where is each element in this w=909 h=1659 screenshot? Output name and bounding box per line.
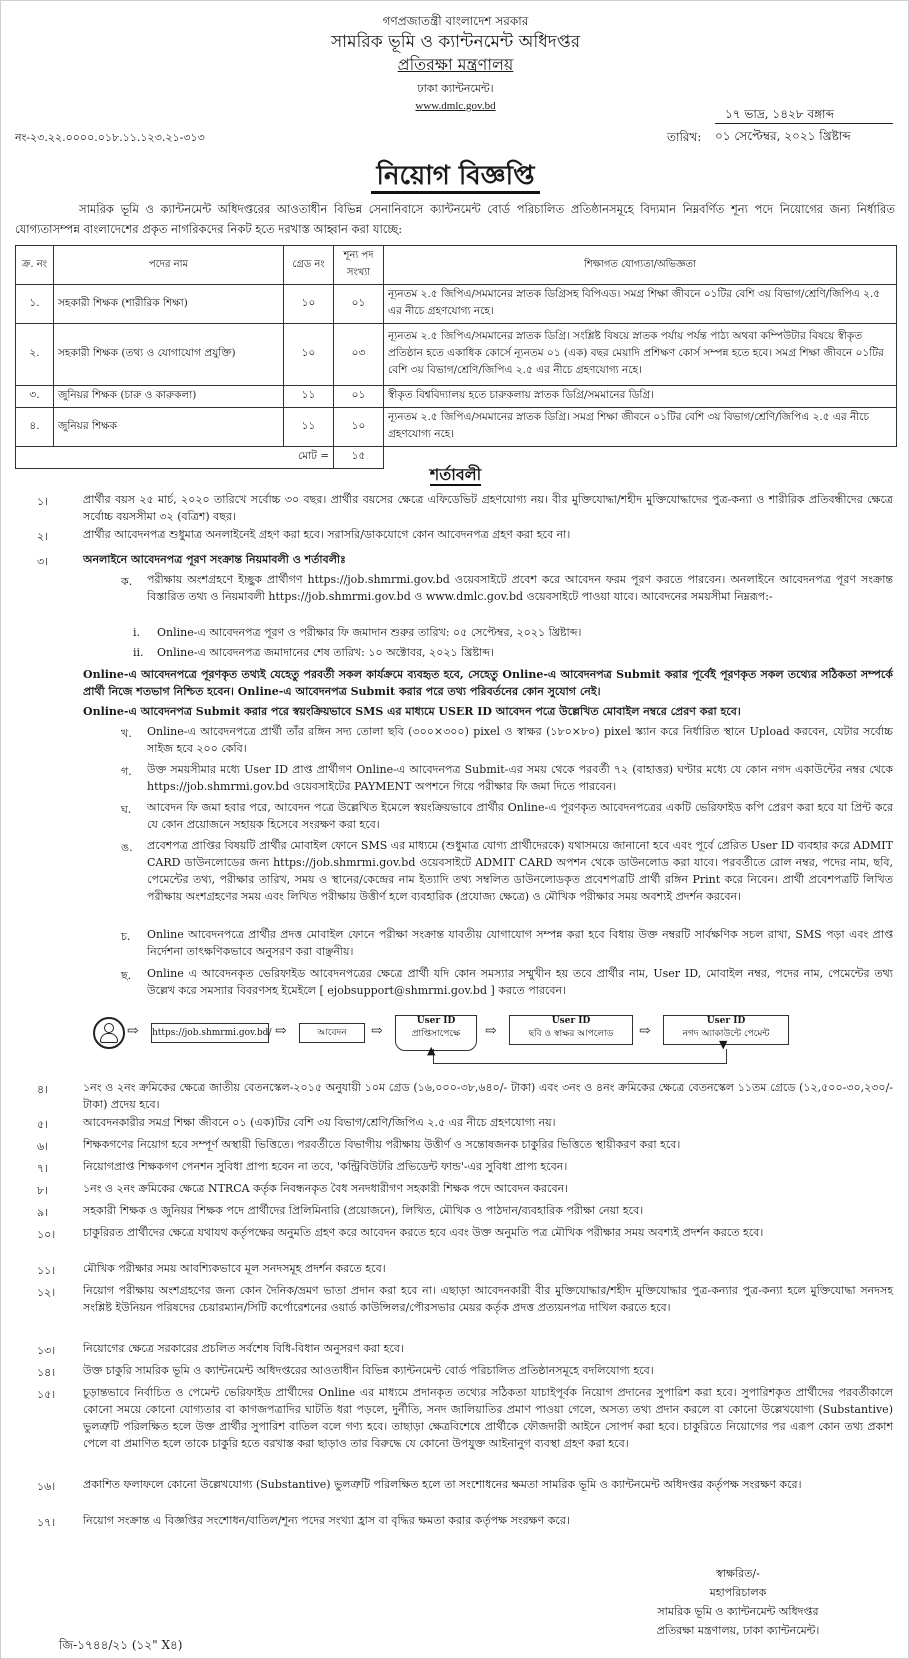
- cell-qualification: ন্যূনতম ২.৫ জিপিএ/সমমানের স্নাতক ডিগ্রি। সংশ্লিষ্ট বিষয়ে স্নাতক পর্যায় পর্যন্ত পাঠ্য অথবা কম্পিউটার বিষয়ে স্বীকৃত প্রতিষ্ঠান হতে একাধিক কোর্সে ন্যূনতম ০১ (এক) বছর মেয়াদি প্রশিক্ষণ কোর্স সম্পন্ন হতে হবে। সমগ্র শিক্ষা জীবনে ০১টির বেশি ৩য় বিভাগ/শ্রেণি/জিপিএ ২.৫ এর নীচে গ্রহণযোগ্য নহে।: [384, 324, 897, 386]
- term-3-ga: উক্ত সময়সীমার মধ্যে User ID প্রাপ্ত প্রার্থীগণ Online-এ আবেদনপত্র Submit-এর সময় থেকে পরবর্তী ৭২ (বাহাত্তর) ঘণ্টার মধ্যে যে কোন নগদ একাউন্টের নম্বর থেকে https://job.shmrmi.gov.bd ওয়েবসাইটের PAYMENT অপশনে গিয়ে পরীক্ষার ফি জমা দিতে পারবেন।: [147, 763, 893, 793]
- total-label: মোট =: [16, 447, 334, 469]
- cell-vacancy: ০১: [334, 285, 384, 324]
- date-gregorian: ০১ সেপ্টেম্বর, ২০২১ খ্রিষ্টাব্দ: [715, 129, 851, 143]
- cell-grade: ১০: [284, 324, 334, 386]
- term-number: ৮।: [37, 1184, 49, 1197]
- subterm-number: i.: [133, 626, 141, 639]
- table-row: [16, 285, 897, 324]
- signatory-office: সামরিক ভূমি ও ক্যান্টনমেন্ট অধিদপ্তর: [657, 1605, 819, 1618]
- signatory-designation: মহাপরিচালক: [709, 1586, 767, 1599]
- term-number: ১১।: [37, 1264, 56, 1277]
- table-row: [16, 408, 897, 447]
- cell-sl: ১.: [16, 285, 54, 324]
- organization-name: সামরিক ভূমি ও ক্যান্টনমেন্ট অধিদপ্তর: [330, 32, 581, 52]
- page-title: নিয়োগ বিজ্ঞপ্তি: [1, 155, 909, 199]
- term-15: চূড়ান্তভাবে নির্বাচিত ও পেমেন্ট ভেরিফাইড প্রার্থীদের Online এর মাধ্যমে প্রদানকৃত তথ্যের সঠিকতা যাচাইপূর্বক নিয়োগ প্রদানের সুপারিশ করা হবে। সুপারিশকৃত প্রার্থীদের পরবর্তীকালে কোনো সময়ে কোনো যোগ্যতার বা কাগজপত্রাদির ঘাটতি ধরা পড়লে, দুর্নীতি, সনদ জালিয়াতির প্রমাণ পাওয়া গেলে, অসত্য তথ্য প্রদান করলে বা কোনো উল্লেখযোগ্য (Substantive) ভুলত্রুটি পরিলক্ষিত হলে উক্ত প্রার্থীর সুপারিশ বাতিল বলে গণ্য হবে। তাছাড়া ক্ষেত্রবিশেষে প্রার্থীকে ফৌজদারী আইনে সোপর্দ করা হবে। চাকুরিতে নিয়োগের পর এরূপ কোন তথ্য প্রকাশ পেলে বা প্রমাণিত হলে তাকে চাকুরি হতে বরখাস্ত করা ছাড়াও তার বিরুদ্ধে যে কোনো উপযুক্ত আইনানুগ ব্যবস্থা গ্রহণ করা হবে।: [83, 1386, 893, 1450]
- cell-post: সহকারী শিক্ষক (তথ্য ও যোগাযোগ প্রযুক্তি): [54, 324, 284, 386]
- subterm-number: ii.: [133, 646, 144, 659]
- total-value: ১৫: [334, 447, 384, 469]
- footer-reference: জি-১৭৪৪/২১ (১২" X৪): [59, 1638, 183, 1652]
- subterm-number: চ.: [121, 930, 131, 943]
- term-1: প্রার্থীর বয়স ২৫ মার্চ, ২০২০ তারিখে সর্বোচ্চ ৩০ বছর। প্রার্থীর বয়সের ক্ষেত্রে এফিডেভিট গ্রহণযোগ্য নয়। বীর মুক্তিযোদ্ধা/শহীদ মুক্তিযোদ্ধাদের পুত্র-কন্যা ও শারীরিক প্রতিবন্ধীদের ক্ষেত্রে সর্বোচ্চ বয়সসীমা ৩২ (বত্রিশ) বছর।: [83, 493, 893, 523]
- subterm-number: ছ.: [121, 969, 132, 982]
- arrow-right-icon: ⇨: [275, 1023, 287, 1039]
- ministry-name: প্রতিরক্ষা মন্ত্রণালয়: [397, 55, 514, 74]
- terms-title: শর্তাবলী: [429, 465, 482, 484]
- govt-name: গণপ্রজাতন্ত্রী বাংলাদেশ সরকার: [382, 14, 529, 28]
- term-3-kha: Online-এ আবেদনপত্রে প্রার্থী তাঁর রঙ্গিন সদ্য তোলা ছবি (৩০০×৩০০) pixel ও স্বাক্ষর (১৮০×৮০) pixel স্ক্যান করে নির্ধারিত স্থানে Upload করবেন, যেটার সর্বোচ্চ সাইজ হবে ২০০ কেবি।: [147, 725, 893, 755]
- memo-number: নং-২৩.২২.০০০০.০১৮.১১.১২৩.২১-৩১৩: [15, 131, 205, 144]
- cell-post: সহকারী শিক্ষক (শারীরিক শিক্ষা): [54, 285, 284, 324]
- term-number: ১।: [37, 495, 49, 508]
- term-number: ৬।: [37, 1140, 49, 1153]
- term-10: চাকুরিরত প্রার্থীদের ক্ষেত্রে যথাযথ কর্তৃপক্ষের অনুমতি গ্রহণ করে আবেদন করতে হবে এবং উক্ত অনুমতি পত্র মৌখিক পরীক্ষার সময় অবশ্যই প্রদর্শন করতে হবে।: [83, 1226, 764, 1239]
- term-3-ka-i: Online-এ আবেদনপত্র পূরণ ও পরীক্ষার ফি জমাদান শুরুর তারিখ: ০৫ সেপ্টেম্বর, ২০২১ খ্রিষ্টাব্দ।: [157, 626, 582, 639]
- flow-step-apply: আবেদন: [299, 1023, 365, 1043]
- term-number: ৫।: [37, 1118, 49, 1131]
- cell-vacancy: ০৩: [334, 324, 384, 386]
- arrow-right-icon: ⇨: [485, 1023, 497, 1039]
- term-number: ৪।: [37, 1083, 49, 1096]
- term-11: মৌখিক পরীক্ষার সময় আবশ্যিকভাবে মূল সনদসমূহ প্রদর্শন করতে হবে।: [83, 1262, 386, 1275]
- term-3-heading: অনলাইনে আবেদনপত্র পূরণ সংক্রান্ত নিয়মাবলী ও শর্তাবলীঃ: [83, 553, 346, 566]
- term-number: ৭।: [37, 1162, 49, 1175]
- term-17: নিয়োগ সংক্রান্ত এ বিজ্ঞপ্তির সংশোধন/বাতিল/শূন্য পদের সংখ্যা হ্রাস বা বৃদ্ধির ক্ষমতা করার কর্তৃপক্ষ সংরক্ষণ করে।: [83, 1514, 570, 1527]
- subterm-number: খ.: [121, 727, 132, 740]
- intro-paragraph: সামরিক ভূমি ও ক্যান্টনমেন্ট অধিদপ্তরের আওতাধীন বিভিন্ন সেনানিবাসে ক্যান্টনমেন্ট বোর্ড পরিচালিত প্রতিষ্ঠানসমূহে বিদ্যমান নিম্নবর্ণিত শূন্য পদে নিয়োগের জন্য নির্ধারিত যোগ্যতাসম্পন্ন বাংলাদেশের প্রকৃত নাগরিকদের নিকট হতে দরখাস্ত আহ্বান করা যাচ্ছে:: [15, 202, 895, 236]
- subterm-number: ঘ.: [121, 803, 132, 816]
- term-number: ১৭।: [37, 1516, 56, 1529]
- term-3-chha: Online এ আবেদনকৃত ভেরিফাইড আবেদনপত্রের ক্ষেত্রে প্রার্থী যদি কোন সমস্যার সম্মুখীন হয় তবে প্রার্থীর নাম, User ID, মোবাইল নম্বর, পদের নাম, পেমেন্টের তথ্য উল্লেখ করে সমস্যার বিবরণসহ ইমেইলে [ ejobsupport@shmrmi.gov.bd ] করতে পারবেন।: [147, 967, 893, 997]
- flow-url-box: https://job.shmrmi.gov.bd/: [151, 1023, 269, 1043]
- arrow-right-icon: ⇨: [371, 1023, 383, 1039]
- term-5: আবেদনকারীর সমগ্র শিক্ষা জীবনে ০১ (এক)টির বেশি ৩য় বিভাগ/শ্রেণি/জিপিএ ২.৫ এর নীচে গ্রহণযোগ্য নয়।: [83, 1116, 556, 1129]
- online-note-2: Online-এ আবেদনপত্র Submit করার পরে স্বয়ংক্রিয়ভাবে SMS এর মাধ্যমে USER ID আবেদন পত্রে উল্লেখিত মোবাইল নম্বরে প্রেরণ করা হবে।: [83, 705, 741, 718]
- term-7: নিয়োগপ্রাপ্ত শিক্ষকগণ পেনশন সুবিধা প্রাপ্য হবেন না তবে, 'কন্ট্রিবিউটরি প্রভিডেন্ট ফান্ড'-এর সুবিধা প্রাপ্য হবেন।: [83, 1160, 568, 1173]
- term-2: প্রার্থীর আবেদনপত্র শুধুমাত্র অনলাইনেই গ্রহণ করা হবে। সরাসরি/ডাকযোগে কোন আবেদনপত্র গ্রহণ করা হবে না।: [83, 528, 571, 541]
- online-note-1: Online-এ আবেদনপত্রে পূরণকৃত তথ্যই যেহেতু পরবর্তী সকল কার্যক্রমে ব্যবহৃত হবে, সেহেতু Online-এ আবেদনপত্র Submit করার পূর্বেই পূরণকৃত সকল তথ্যের সঠিকতা সম্পর্কে প্রার্থী নিজে শতভাগ নিশ্চিত হবেন। Online-এ আবেদনপত্র Submit করার পরে তথ্য পরিবর্তনের কোন সুযোগ নেই।: [83, 668, 893, 698]
- term-number: ৯।: [37, 1206, 49, 1219]
- term-8: ১নং ও ২নং ক্রমিকের ক্ষেত্রে NTRCA কর্তৃক নিবন্ধনকৃত বৈধ সনদধারীগণ সহকারী শিক্ষক পদে আবেদন করবেন।: [83, 1182, 569, 1195]
- term-number: ১৫।: [37, 1388, 56, 1401]
- arrow-up-icon: ▲: [427, 1044, 436, 1057]
- term-16: প্রকাশিত ফলাফলে কোনো উল্লেখযোগ্য (Substantive) ভুলত্রুটি পরিলক্ষিত হলে তা সংশোধনের ক্ষমতা সামরিক ভূমি ও ক্যান্টনমেন্ট অধিদপ্তর কর্তৃপক্ষ সংরক্ষণ করে।: [83, 1478, 802, 1491]
- col-header-vacancy: শূন্য পদ সংখ্যা: [334, 246, 384, 285]
- subterm-number: ঙ.: [121, 841, 133, 854]
- cell-post: জুনিয়র শিক্ষক: [54, 408, 284, 447]
- term-12: নিয়োগ পরীক্ষায় অংশগ্রহণের জন্য কোন দৈনিক/ভ্রমণ ভাতা প্রদান করা হবে না। এছাড়া আবেদনকারী বীর মুক্তিযোদ্ধার/শহীদ মুক্তিযোদ্ধার পুত্র-কন্যার পুত্র-কন্যা হলে মুক্তিযোদ্ধা সনদসহ সংশ্লিষ্ট ইউনিয়ন পরিষদের চেয়ারম্যান/সিটি কর্পোরেশনের ওয়ার্ড কাউন্সিলর/পৌরসভার মেয়র কর্তৃক প্রদত্ত প্রত্যয়নপত্র দাখিল করতে হবে।: [83, 1284, 893, 1314]
- term-9: সহকারী শিক্ষক ও জুনিয়র শিক্ষক পদে প্রার্থীদের প্রিলিমিনারি (প্রয়োজনে), লিখিত, মৌখিক ও পাঠদান/ব্যবহারিক পরীক্ষা নেয়া হবে।: [83, 1204, 644, 1217]
- website-link[interactable]: www.dmlc.gov.bd: [415, 100, 496, 112]
- term-13: নিয়োগের ক্ষেত্রে সরকারের প্রচলিত সর্বশেষ বিধি-বিধান অনুসরণ করা হবে।: [83, 1342, 404, 1355]
- table-header-row: [16, 246, 897, 285]
- col-header-grade: গ্রেড নং: [284, 246, 334, 285]
- date-block: [715, 105, 893, 145]
- term-number: ১৬।: [37, 1480, 56, 1493]
- term-3-gha: আবেদন ফি জমা হবার পরে, আবেদন পত্রে উল্লেখিত ইমেলে স্বয়ংক্রিয়ভাবে প্রার্থীর Online-এ পূরণকৃত আবেদনপত্রের একটি ভেরিফাইড কপি প্রেরণ করা হবে যা প্রিন্ট করে যে কোন প্রয়োজনে সহায়ক হিসেবে সংরক্ষণ করা হবে।: [147, 801, 893, 831]
- cell-vacancy: ১০: [334, 408, 384, 447]
- term-3-ka: পরীক্ষায় অংশগ্রহণে ইচ্ছুক প্রার্থীগণ https://job.shmrmi.gov.bd ওয়েবসাইটে প্রবেশ করে আবেদন ফরম পূরণ করতে পারবেন। অনলাইনে আবেদনপত্র পূরণ সংক্রান্ত বিস্তারিত তথ্য ও নিয়মাবলী https://job.shmrmi.gov.bd ও www.dmlc.gov.bd ওয়েবসাইটে পাওয়া যাবে। আবেদনের সময়সীমা নিম্নরূপ:-: [147, 573, 893, 603]
- cell-qualification: ন্যূনতম ২.৫ জিপিএ/সমমানের স্নাতক ডিগ্রিসহ বিপিএড। সমগ্র শিক্ষা জীবনে ০১টির বেশি ৩য় বিভাগ/শ্রেণি/জিপিএ ২.৫ এর নীচে গ্রহণযোগ্য নহে।: [384, 285, 897, 324]
- term-number: ২।: [37, 530, 49, 543]
- signed-text: স্বাক্ষরিত/-: [716, 1567, 760, 1580]
- cell-sl: ২.: [16, 324, 54, 386]
- term-6: শিক্ষকগণের নিয়োগ হবে সম্পূর্ণ অস্থায়ী ভিত্তিতে। পরবর্তীতে বিভাগীয় পরীক্ষায় উত্তীর্ণ ও সন্তোষজনক চাকুরির ভিত্তিতে স্থায়ীকরণ করা হবে।: [83, 1138, 681, 1151]
- signatory-location: প্রতিরক্ষা মন্ত্রণালয়, ঢাকা ক্যান্টনমেন্ট।: [656, 1624, 820, 1637]
- col-header-sl: ক্র. নং: [16, 246, 54, 285]
- return-line: [433, 1049, 727, 1064]
- subterm-number: গ.: [121, 765, 132, 778]
- arrow-right-icon: ⇨: [639, 1023, 651, 1039]
- term-4: ১নং ও ২নং ক্রমিকের ক্ষেত্রে জাতীয় বেতনস্কেল-২০১৫ অনুযায়ী ১০ম গ্রেড (১৬,০০০-৩৮,৬৪০/- টাকা) এবং ৩নং ও ৪নং ক্রমিকের ক্ষেত্রে বেতনস্কেল ১১তম গ্রেডে (১২,৫০০-৩০,২৩০/- টাকা) প্রদেয় হবে।: [83, 1081, 893, 1111]
- arrow-right-icon: ⇨: [127, 1023, 139, 1039]
- term-number: ১৪।: [37, 1366, 56, 1379]
- cell-post: জুনিয়র শিক্ষক (চারু ও কারুকলা): [54, 386, 284, 408]
- term-3-ka-ii: Online-এ আবেদনপত্র জমাদানের শেষ তারিখ: ১০ অক্টোবর, ২০২১ খ্রিষ্টাব্দ।: [157, 646, 494, 659]
- term-number: ১২।: [37, 1286, 56, 1299]
- term-3-cha: Online আবেদনপত্রে প্রার্থীর প্রদত্ত মোবাইল ফোনে পরীক্ষা সংক্রান্ত যাবতীয় যোগাযোগ সম্পন্ন করা হবে বিধায় উক্ত নম্বরটি সার্বক্ষণিক সচল রাখা, SMS পড়া এবং প্রাপ্ত নির্দেশনা তাৎক্ষণিকভাবে অনুসরণ করা বাঞ্ছনীয়।: [147, 928, 893, 958]
- cell-sl: ৩.: [16, 386, 54, 408]
- flow-step-userid: User ID প্রাপ্তিসাপেক্ষে: [395, 1015, 477, 1051]
- vacancy-table: [15, 245, 897, 469]
- date-bangla: ১৭ ভাদ্র, ১৪২৮ বঙ্গাব্দ: [715, 105, 893, 124]
- table-row: [16, 324, 897, 386]
- application-flow-diagram: [93, 1015, 793, 1075]
- cell-vacancy: ০১: [334, 386, 384, 408]
- signature-block: [608, 1565, 868, 1641]
- cell-qualification: স্বীকৃত বিশ্ববিদ্যালয় হতে চারুকলায় স্নাতক ডিগ্রি/সমমানের ডিগ্রি।: [384, 386, 897, 408]
- term-14: উক্ত চাকুরি সামরিক ভূমি ও ক্যান্টনমেন্ট অধিদপ্তরের আওতাধীন বিভিন্ন ক্যান্টনমেন্ট বোর্ড পরিচালিত প্রতিষ্ঠানসমূহে বদলিযোগ্য হবে।: [83, 1364, 654, 1377]
- flow-step-payment: User ID নগদ অ্যাকাউন্টে পেমেন্ট: [663, 1015, 789, 1045]
- user-icon: [93, 1017, 125, 1049]
- cell-grade: ১১: [284, 408, 334, 447]
- col-header-qualification: শিক্ষাগত যোগ্যতা/অভিজ্ঞতা: [384, 246, 897, 285]
- term-number: ১৩।: [37, 1344, 56, 1357]
- flow-step-upload: User ID ছবি ও স্বাক্ষর আপলোড: [509, 1015, 633, 1045]
- term-number: ৩।: [37, 555, 49, 568]
- cell-qualification: ন্যূনতম ২.৫ জিপিএ/সমমানের স্নাতক ডিগ্রি। সমগ্র শিক্ষা জীবনে ০১টির বেশি ৩য় বিভাগ/শ্রেণি/জিপিএ ২.৫ এর নীচে গ্রহণযোগ্য নহে।: [384, 408, 897, 447]
- term-3-umo: প্রবেশপত্র প্রাপ্তির বিষয়টি প্রার্থীর মোবাইল ফোনে SMS এর মাধ্যমে (শুধুমাত্র যোগ্য প্রার্থীদেরকে) যথাসময়ে জানানো হবে এবং পূর্বে প্রেরিত User ID ব্যবহার করে ADMIT CARD ডাউনলোডের জন্য https://job.shmrmi.gov.bd ওয়েবসাইটে ADMIT CARD অপশন থেকে ডাউনলোড করা যাবে। পরবর্তীতে রোল নম্বর, পদের নাম, ছবি, পেমেন্টের তথ্য, পরীক্ষার তারিখ, সময় ও স্থানের/কেন্দ্রের নাম ইত্যাদি তথ্য সম্বলিত ডাউনলোডকৃত প্রবেশপত্রটি প্রার্থী রঙ্গিন Print করে নিবেন। প্রার্থী প্রবেশপত্রটি লিখিত পরীক্ষায় অংশগ্রহণের সময় এবং লিখিত পরীক্ষায় উত্তীর্ণ হলে ব্যবহারিক (প্রযোজ্য ক্ষেত্রে) ও মৌখিক পরীক্ষার সময় অবশ্যই প্রদর্শন করবেন।: [147, 839, 893, 903]
- date-label: তারিখ:: [667, 130, 702, 144]
- cell-grade: ১০: [284, 285, 334, 324]
- col-header-post: পদের নাম: [54, 246, 284, 285]
- table-row: [16, 386, 897, 408]
- office-location: ঢাকা ক্যান্টনমেন্ট।: [417, 82, 494, 95]
- term-number: ১০।: [37, 1228, 56, 1241]
- subterm-number: ক.: [121, 575, 133, 588]
- cell-sl: ৪.: [16, 408, 54, 447]
- cell-grade: ১১: [284, 386, 334, 408]
- arrow-down-icon: ▼: [719, 1038, 728, 1051]
